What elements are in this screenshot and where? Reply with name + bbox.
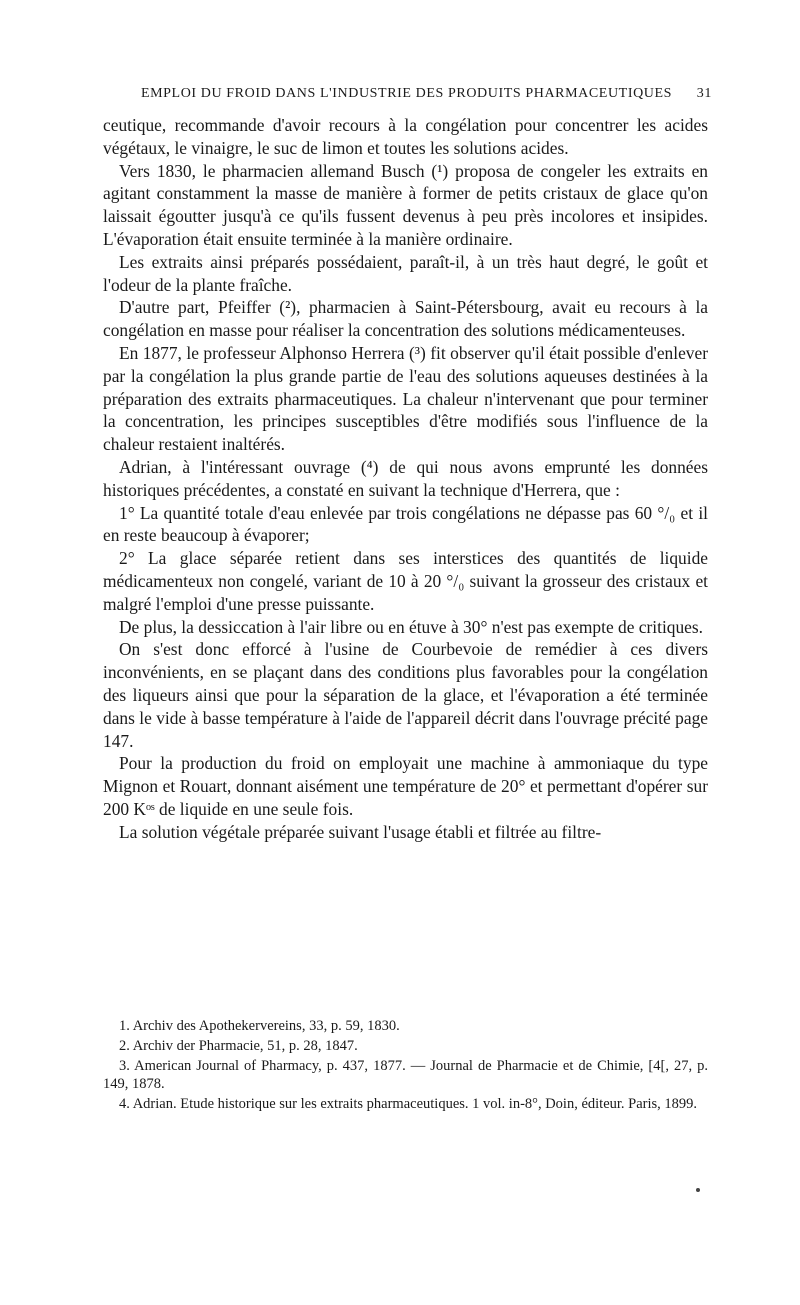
paragraph: En 1877, le professeur Alphonso Herrera (³) fit observer qu'il était possible d'enlever par la congélation la plus grande partie de l'eau des solutions aqueuses destinées à la préparation des extraits pharmaceutiques. La chaleur n'intervenant que pour terminer la concentration, les principes susceptibles d'être modifiés sous l'influence de la chaleur restaient inaltérés. xyxy=(103,342,708,455)
list-item: 2° La glace séparée retient dans ses interstices des quantités de liquide médicamenteux non congelé, variant de 10 à 20 °/₀ suivant la grosseur des cristaux et malgré l'emploi d'une presse puissante. xyxy=(103,548,708,614)
speck-mark xyxy=(696,1188,700,1192)
footnote: 1. Archiv des Apothekervereins, 33, p. 59, 1830. xyxy=(119,1018,400,1034)
paragraph: Pour la production du froid on employait une machine à ammoniaque du type Mignon et Rouart, donnant aisément une température de 20° et permettant d'opérer sur 200 Kᵒˢ de liquide en une seule fois. xyxy=(103,753,708,819)
footnote: 3. American Journal of Pharmacy, p. 437, 1877. — Journal de Pharmacie et de Chimie, [4[, 27, p. 149, 1878. xyxy=(103,1057,708,1093)
paragraph: La solution végétale préparée suivant l'usage établi et filtrée au filtre- xyxy=(119,821,602,842)
running-header xyxy=(103,86,710,102)
header-title: EMPLOI DU FROID DANS L'INDUSTRIE DES PRODUITS PHARMACEUTIQUES xyxy=(140,86,673,101)
paragraph: Les extraits ainsi préparés possédaient, paraît-il, à un très haut degré, le goût et l'odeur de la plante fraîche. xyxy=(103,251,708,295)
paragraph: Vers 1830, le pharmacien allemand Busch (¹) proposa de congeler les extraits en agitant constamment la masse de manière à former de petits cristaux de glace qu'on laissait égoutter jusqu'à ce qu'ils fussent devenus à peu près incolores et insipides. L'évaporation était ensuite terminée à la manière ordinaire. xyxy=(103,160,708,249)
footnote: 2. Archiv der Pharmacie, 51, p. 28, 1847. xyxy=(119,1037,358,1054)
paragraph: D'autre part, Pfeiffer (²), pharmacien à Saint-Pétersbourg, avait eu recours à la congélation en masse pour réaliser la concentration des solutions médicamenteuses. xyxy=(103,297,708,341)
paragraph: De plus, la dessiccation à l'air libre ou en étuve à 30° n'est pas exempte de critiques. xyxy=(119,616,704,637)
footnotes xyxy=(103,1017,708,1115)
paragraph: ceutique, recommande d'avoir recours à la congélation pour concentrer les acides végétaux, le vinaigre, le suc de limon et toutes les solutions acides. xyxy=(103,115,708,158)
list-item: 1° La quantité totale d'eau enlevée par trois congélations ne dépasse pas 60 °/₀ et il en reste beaucoup à évaporer; xyxy=(103,502,708,546)
body-text xyxy=(103,114,708,844)
paragraph: On s'est donc efforcé à l'usine de Courbevoie de remédier à ces divers inconvénients, en se plaçant dans des conditions plus favorables pour la congélation des liqueurs ainsi que pour la séparation de la glace, et l'évaporation a été terminée dans le vide à basse température à l'aide de l'appareil décrit dans l'ouvrage précité page 147. xyxy=(103,639,708,751)
paragraph: Adrian, à l'intéressant ouvrage (⁴) de qui nous avons emprunté les données historiques précédentes, a constaté en suivant la technique d'Herrera, que : xyxy=(103,456,708,500)
footnote: 4. Adrian. Etude historique sur les extraits pharmaceutiques. 1 vol. in-8°, Doin, éditeur. Paris, 1899. xyxy=(119,1096,698,1113)
page-number: 31 xyxy=(696,86,712,101)
